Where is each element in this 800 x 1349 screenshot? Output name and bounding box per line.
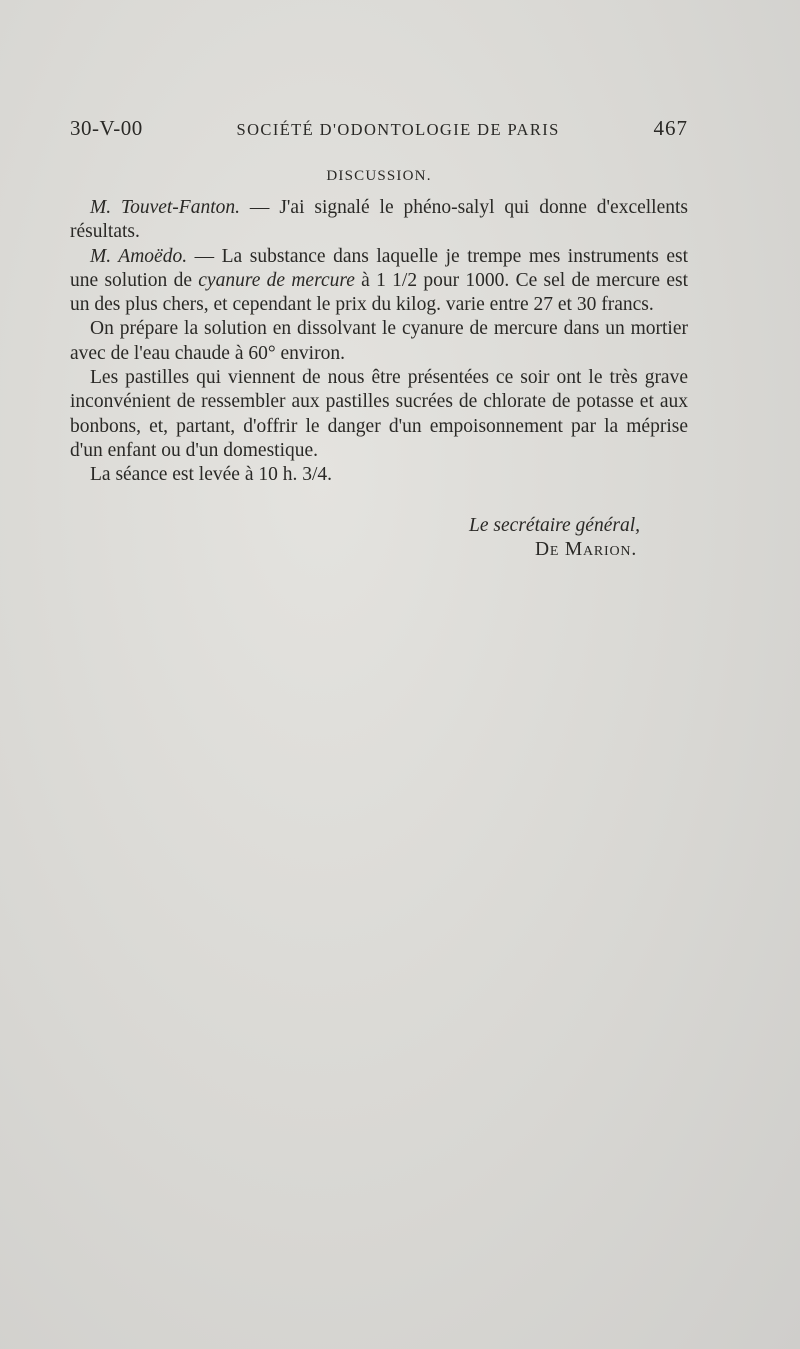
signature-name: De Marion. [534, 539, 637, 560]
paragraph [70, 196, 688, 245]
paragraph: La séance est levée à 10 h. 3/4. [90, 464, 333, 486]
signature-title: Le secrétaire général, [469, 515, 640, 536]
paragraph: On prépare la solution en dissolvant le cyanure de mercure dans un mortier avec de l'eau chaude à 60° environ. [70, 318, 688, 364]
running-title: SOCIÉTÉ D'ODONTOLOGIE DE PARIS [236, 120, 560, 139]
body-text [70, 196, 688, 488]
emphasis-text: cyanure de mercure [198, 269, 355, 291]
paragraph: Les pastilles qui viennent de nous être présentées ce soir ont le très grave inconvénient de ressembler aux pastilles sucrées de chlorate de potasse et aux bonbons, et, partant, d'offrir le danger d'un empoisonnement par la méprise d'un enfant ou d'un domestique. [70, 367, 688, 461]
section-title: DISCUSSION. [326, 168, 432, 184]
folio-date: 30-V-00 [70, 116, 143, 140]
paragraph [70, 245, 688, 318]
running-header [70, 116, 688, 141]
speaker-name: M. Amoëdo. [90, 245, 188, 267]
signature-block [70, 514, 640, 562]
paragraph-text: à 1 1/2 pour 1000. Ce sel de mercure est un des plus chers, et cependant le prix du kilog. varie entre 27 et 30 francs. [70, 269, 689, 316]
page-number: 467 [653, 116, 688, 140]
paragraph-text: — La substance dans laquelle je trempe mes instruments est une solution de [70, 245, 688, 291]
paragraph-text: — J'ai signalé le phéno-salyl qui donne d'excellents résultats. [70, 197, 688, 243]
speaker-name: M. Touvet-Fanton. [90, 197, 241, 218]
